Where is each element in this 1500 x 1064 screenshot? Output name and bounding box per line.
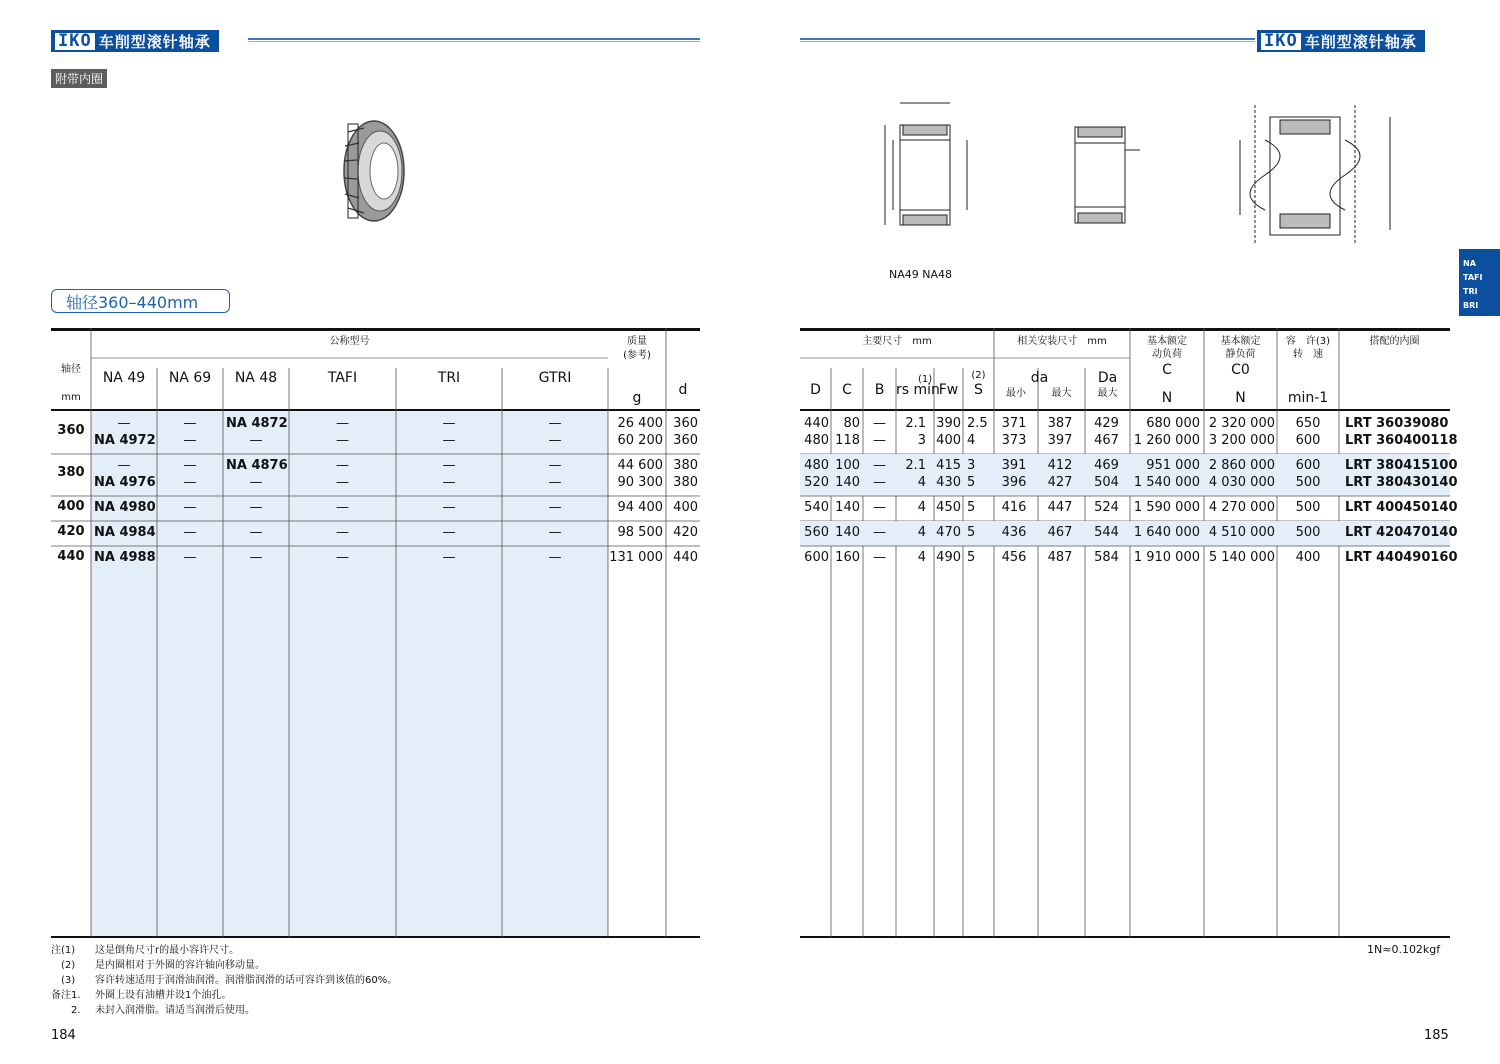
remark-key: 备注1. [51, 990, 81, 1001]
col-header-mass-note: (参考) [623, 350, 651, 361]
col-header-speed-unit: min-1 [1287, 390, 1329, 406]
cell-tafi: — [336, 458, 349, 473]
col-header-Fw: Fw [938, 382, 959, 398]
cell-da_max: 467 [1047, 525, 1073, 540]
footnotes [51, 943, 397, 1018]
page-number: 184 [51, 1028, 76, 1043]
note-key: 注(1) [51, 945, 76, 956]
cell-na48: — [249, 433, 263, 448]
drawing-caption: NA49 NA48 [889, 268, 952, 281]
col-header-tri: TRI [437, 370, 461, 386]
cell-C: 140 [835, 475, 860, 490]
cell-Cr: 1 260 000 [1133, 433, 1200, 448]
cell-tri: — [442, 416, 456, 431]
cell-Cr: 1 590 000 [1133, 500, 1200, 515]
cell-mass: 90 300 [617, 475, 663, 490]
left-spec-table [51, 328, 700, 940]
row-shaft: 400 [57, 498, 85, 514]
cell-tafi: — [336, 525, 349, 540]
cell-rs: 2.1 [905, 458, 926, 473]
cell-C0: 2 860 000 [1208, 458, 1275, 473]
cell-mass: 98 500 [617, 525, 663, 540]
cell-mass: 26 400 [617, 416, 663, 431]
cell-Da: 504 [1094, 475, 1119, 490]
header-title: 车削型滚针轴承 [98, 32, 211, 51]
cell-B: — [873, 525, 886, 540]
cell-Fw: 490 [936, 550, 961, 565]
side-tab-item: NA [1463, 259, 1476, 268]
bearing-photo [334, 116, 414, 226]
cell-Cr: 951 000 [1146, 458, 1200, 473]
cell-Fw: 470 [936, 525, 961, 540]
cell-d: 360 [673, 416, 698, 431]
col-header-dyn: 基本额定 [1147, 336, 1187, 347]
cell-mass: 94 400 [617, 500, 663, 515]
col-header-shaft: 轴径 [61, 364, 81, 375]
cell-tri: — [442, 550, 456, 565]
row-shaft: 420 [57, 523, 85, 539]
side-tab-item: BRI [1463, 301, 1479, 310]
cell-da_min: 416 [1001, 500, 1027, 515]
cell-n: 500 [1295, 500, 1321, 515]
cell-tri: — [442, 458, 456, 473]
cell-da_min: 396 [1001, 475, 1027, 490]
col-header-na48: NA 48 [234, 370, 278, 386]
cell-na49: — [117, 458, 131, 473]
cell-da_max: 397 [1047, 433, 1073, 448]
cell-tri: — [442, 433, 456, 448]
side-index-tab[interactable] [1459, 249, 1500, 316]
cell-n: 500 [1295, 475, 1321, 490]
page-header [1257, 30, 1425, 52]
cell-na49: NA 4980 [94, 500, 156, 515]
col-header-gtri: GTRI [538, 370, 572, 386]
cell-gtri: — [548, 458, 562, 473]
cell-S: 2.5 [967, 416, 988, 431]
header-title: 车削型滚针轴承 [1304, 32, 1417, 51]
cell-B: — [873, 458, 886, 473]
cell-da_min: 373 [1001, 433, 1027, 448]
cell-C0: 4 270 000 [1208, 500, 1275, 515]
cell-Fw: 390 [936, 416, 961, 431]
cell-C: 160 [835, 550, 860, 565]
cell-Da: 524 [1094, 500, 1119, 515]
cell-da_max: 487 [1047, 550, 1073, 565]
cell-da_max: 447 [1047, 500, 1073, 515]
cell-na48: NA 4876 [226, 458, 288, 473]
header-rule [800, 38, 1255, 42]
note-key: (3) [61, 975, 76, 986]
col-header-speed: 容 许(3) [1285, 336, 1331, 347]
cell-na48: — [249, 525, 263, 540]
col-header-stat2: 静负荷 [1225, 349, 1256, 360]
cell-B: — [873, 416, 886, 431]
col-header-S-note: (2) [971, 370, 986, 381]
shaft-range-label: 轴径360–440mm [51, 289, 230, 313]
cell-Fw: 430 [936, 475, 961, 490]
cell-d: 380 [673, 458, 698, 473]
cell-S: 4 [967, 433, 976, 448]
cell-Da: 429 [1094, 416, 1119, 431]
cell-n: 600 [1295, 458, 1321, 473]
col-header-d: d [678, 382, 688, 398]
cell-da_min: 456 [1001, 550, 1027, 565]
cell-d: 420 [673, 525, 698, 540]
note-text: 是内圈相对于外圈的容许轴向移动量。 [95, 960, 265, 971]
cell-Da: 469 [1094, 458, 1119, 473]
cell-gtri: — [548, 433, 562, 448]
col-header-rs: rs min [896, 382, 940, 398]
col-header-da: da [1030, 370, 1049, 386]
col-header-na49: NA 49 [102, 370, 146, 386]
cell-na49: NA 4976 [94, 475, 156, 490]
cell-D: 540 [804, 500, 829, 515]
cell-gtri: — [548, 550, 562, 565]
cell-S: 5 [967, 500, 976, 515]
cell-d: 380 [673, 475, 698, 490]
cell-tri: — [442, 525, 456, 540]
cell-C0: 2 320 000 [1208, 416, 1275, 431]
cell-ring: LRT 380415100 [1345, 458, 1458, 473]
cell-na69: — [183, 500, 197, 515]
cell-gtri: — [548, 416, 562, 431]
cell-na69: — [183, 458, 197, 473]
cell-S: 5 [967, 525, 976, 540]
cell-na49: — [117, 416, 131, 431]
cell-ring: LRT 360400118 [1345, 433, 1458, 448]
page-header [51, 30, 219, 52]
col-header-mass: 质量 [627, 336, 647, 347]
unit-conversion: 1N≈0.102kgf [1367, 943, 1441, 956]
cell-Cr: 1 540 000 [1133, 475, 1200, 490]
cell-rs: 4 [917, 525, 926, 540]
side-tab-item: TRI [1463, 287, 1478, 296]
cell-Fw: 450 [936, 500, 961, 515]
cell-ring: LRT 36039080 [1345, 416, 1449, 431]
cell-ring: LRT 440490160 [1345, 550, 1458, 565]
cell-B: — [873, 550, 886, 565]
cell-na48: — [249, 550, 263, 565]
cell-d: 360 [673, 433, 698, 448]
cell-C0: 4 030 000 [1208, 475, 1275, 490]
cell-tafi: — [336, 475, 349, 490]
group-header: 公称型号 [329, 336, 370, 347]
cell-da_max: 427 [1047, 475, 1073, 490]
cell-D: 560 [804, 525, 829, 540]
brand-badge [51, 30, 219, 52]
group-header-mount: 相关安装尺寸 mm [1017, 336, 1107, 347]
cell-Da: 467 [1094, 433, 1119, 448]
cell-Da: 544 [1094, 525, 1119, 540]
col-header-Da-max: 最大 [1097, 388, 1118, 399]
cell-rs: 4 [917, 550, 926, 565]
cell-C: 140 [835, 525, 860, 540]
col-header-D: D [810, 382, 821, 398]
cell-mass: 131 000 [609, 550, 663, 565]
cell-D: 480 [804, 433, 829, 448]
col-header-da-max: 最大 [1051, 388, 1072, 399]
cell-C0: 4 510 000 [1208, 525, 1275, 540]
row-shaft: 380 [57, 465, 85, 480]
cell-mass: 60 200 [617, 433, 663, 448]
remark-text: 未封入润滑脂。请适当润滑后使用。 [95, 1005, 255, 1016]
remark-key: 2. [71, 1005, 81, 1016]
note-text: 这是倒角尺寸r的最小容许尺寸。 [95, 945, 240, 956]
cell-na69: — [183, 550, 197, 565]
cell-n: 400 [1295, 550, 1321, 565]
cell-ring: LRT 400450140 [1345, 500, 1458, 515]
cell-tri: — [442, 475, 456, 490]
cell-n: 650 [1295, 416, 1321, 431]
cell-na69: — [183, 525, 197, 540]
col-header-da-min: 最小 [1006, 388, 1026, 399]
cell-d: 440 [673, 550, 698, 565]
cell-C: 118 [835, 433, 860, 448]
group-header-main: 主要尺寸 mm [862, 336, 932, 347]
cell-n: 500 [1295, 525, 1321, 540]
cell-da_min: 371 [1001, 416, 1027, 431]
col-header-stat-unit: N [1235, 390, 1246, 406]
row-shaft: 440 [57, 548, 85, 564]
cell-C: 140 [835, 500, 860, 515]
cell-rs: 3 [917, 433, 926, 448]
cell-na49: NA 4972 [94, 433, 156, 448]
row-shaft: 360 [57, 423, 85, 438]
cell-D: 440 [804, 416, 829, 431]
col-header-tafi: TAFI [327, 370, 358, 386]
cell-S: 5 [967, 550, 976, 565]
col-header-mass-unit: g [632, 390, 642, 406]
cell-da_min: 436 [1001, 525, 1027, 540]
col-header-dyn2: 动负荷 [1152, 349, 1182, 360]
technical-drawings [855, 95, 1405, 255]
col-header-rs-note: (1) [918, 374, 933, 385]
col-header-stat-sym: C0 [1231, 362, 1250, 378]
cell-tri: — [442, 500, 456, 515]
cell-Cr: 1 910 000 [1133, 550, 1200, 565]
cell-tafi: — [336, 416, 349, 431]
remark-text: 外圈上设有油槽并设1个油孔。 [95, 990, 232, 1001]
right-spec-table [800, 328, 1458, 940]
cell-C0: 5 140 000 [1208, 550, 1275, 565]
cell-D: 480 [804, 458, 829, 473]
cell-B: — [873, 433, 886, 448]
cell-na69: — [183, 475, 197, 490]
cell-C0: 3 200 000 [1208, 433, 1275, 448]
page-number: 185 [1424, 1028, 1449, 1043]
cell-da_min: 391 [1001, 458, 1027, 473]
cell-gtri: — [548, 500, 562, 515]
cell-na49: NA 4984 [94, 525, 156, 540]
col-header-B: B [874, 382, 885, 398]
cell-C: 80 [843, 416, 860, 431]
col-header-S: S [974, 382, 983, 398]
cell-gtri: — [548, 475, 562, 490]
cell-C: 100 [835, 458, 860, 473]
cell-S: 3 [967, 458, 976, 473]
side-tab-item: TAFI [1463, 273, 1483, 282]
cell-na69: — [183, 433, 197, 448]
brand-badge [1257, 30, 1425, 52]
iko-logo: IKO [55, 33, 95, 50]
header-rule [248, 38, 700, 42]
col-header-na69: NA 69 [168, 370, 212, 386]
section-tag: 附带内圈 [51, 69, 107, 88]
cell-D: 600 [804, 550, 829, 565]
cell-S: 5 [967, 475, 976, 490]
cell-mass: 44 600 [617, 458, 663, 473]
col-header-shaft-unit: mm [61, 392, 81, 403]
col-header-C: C [842, 382, 852, 398]
col-header-dyn-unit: N [1161, 390, 1173, 406]
cell-na48: NA 4872 [226, 416, 288, 431]
cell-tafi: — [336, 433, 349, 448]
cell-Fw: 400 [936, 433, 961, 448]
note-text: 容许转速适用于润滑油润滑。润滑脂润滑的话可容许到该值的60%。 [95, 975, 398, 986]
cell-ring: LRT 420470140 [1345, 525, 1458, 540]
cell-na49: NA 4988 [94, 550, 156, 565]
col-header-speed2: 转 速 [1293, 349, 1323, 360]
cell-na69: — [183, 416, 197, 431]
col-header-stat: 基本额定 [1220, 336, 1261, 347]
cell-Cr: 680 000 [1146, 416, 1200, 431]
note-key: (2) [61, 960, 76, 971]
cell-B: — [873, 500, 886, 515]
cell-B: — [873, 475, 886, 490]
cell-tafi: — [336, 500, 349, 515]
cell-Da: 584 [1094, 550, 1119, 565]
cell-tafi: — [336, 550, 349, 565]
iko-logo: IKO [1261, 33, 1301, 50]
cell-ring: LRT 380430140 [1345, 475, 1458, 490]
cell-d: 400 [673, 500, 698, 515]
cell-rs: 4 [917, 475, 926, 490]
col-header-Da: Da [1097, 370, 1118, 386]
col-header-ring: 搭配的内圈 [1369, 336, 1420, 347]
cell-gtri: — [548, 525, 562, 540]
cell-D: 520 [804, 475, 829, 490]
col-header-dyn-sym: C [1162, 362, 1172, 378]
cell-da_max: 412 [1047, 458, 1073, 473]
cell-Cr: 1 640 000 [1133, 525, 1200, 540]
cell-Fw: 415 [936, 458, 961, 473]
cell-rs: 2.1 [905, 416, 926, 431]
cell-rs: 4 [917, 500, 926, 515]
cell-da_max: 387 [1047, 416, 1073, 431]
right-page [750, 0, 1500, 1064]
cell-n: 600 [1295, 433, 1321, 448]
cell-na48: — [249, 500, 263, 515]
cell-na48: — [249, 475, 263, 490]
